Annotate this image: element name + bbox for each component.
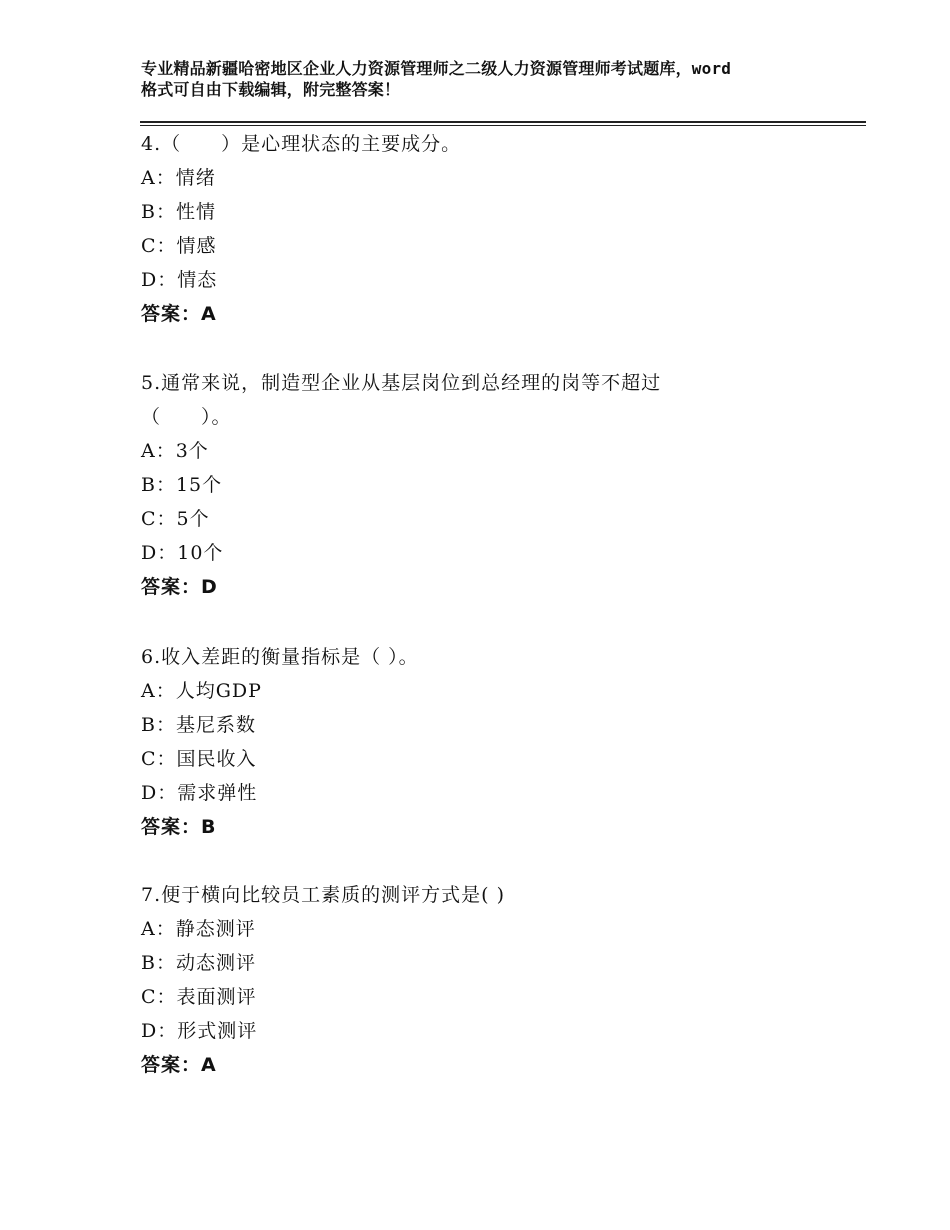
option-a: A：情绪 (141, 167, 216, 189)
question-stem: 7.便于横向比较员工素质的测评方式是( ) (141, 884, 505, 906)
option-a: A：3个 (141, 440, 209, 462)
question-stem: 4.（ ）是心理状态的主要成分。 (141, 133, 462, 155)
question-stem: 6.收入差距的衡量指标是（ ）。 (141, 646, 419, 668)
answer-line: 答案：D (141, 576, 218, 598)
option-a: A：人均GDP (141, 680, 262, 702)
option-d: D：形式测评 (141, 1020, 258, 1042)
option-d: D：需求弹性 (141, 782, 258, 804)
header-line-1: 专业精品新疆哈密地区企业人力资源管理师之二级人力资源管理师考试题库，word (141, 59, 732, 78)
option-b: B：动态测评 (141, 952, 256, 974)
answer-line: 答案：B (141, 816, 217, 838)
header-divider-thick (140, 121, 866, 123)
answer-line: 答案：A (141, 1054, 217, 1076)
option-b: B：性情 (141, 201, 216, 223)
header-line-2: 格式可自由下载编辑，附完整答案！ (141, 80, 401, 99)
option-d: D：情态 (141, 269, 218, 291)
question-stem-continued: （ ）。 (141, 406, 232, 428)
option-a: A：静态测评 (141, 918, 256, 940)
question-block (141, 640, 821, 844)
option-c: C：国民收入 (141, 748, 257, 770)
option-c: C：5个 (141, 508, 210, 530)
question-block (141, 878, 821, 1082)
option-c: C：表面测评 (141, 986, 257, 1008)
question-block (141, 366, 821, 604)
option-b: B：基尼系数 (141, 714, 256, 736)
option-b: B：15个 (141, 474, 223, 496)
answer-line: 答案：A (141, 303, 217, 325)
question-block (141, 127, 821, 331)
question-stem: 5.通常来说，制造型企业从基层岗位到总经理的岗等不超过 (141, 372, 662, 394)
option-d: D：10个 (141, 542, 224, 564)
option-c: C：情感 (141, 235, 217, 257)
header-divider-thin (140, 125, 866, 126)
document-header (141, 58, 841, 100)
